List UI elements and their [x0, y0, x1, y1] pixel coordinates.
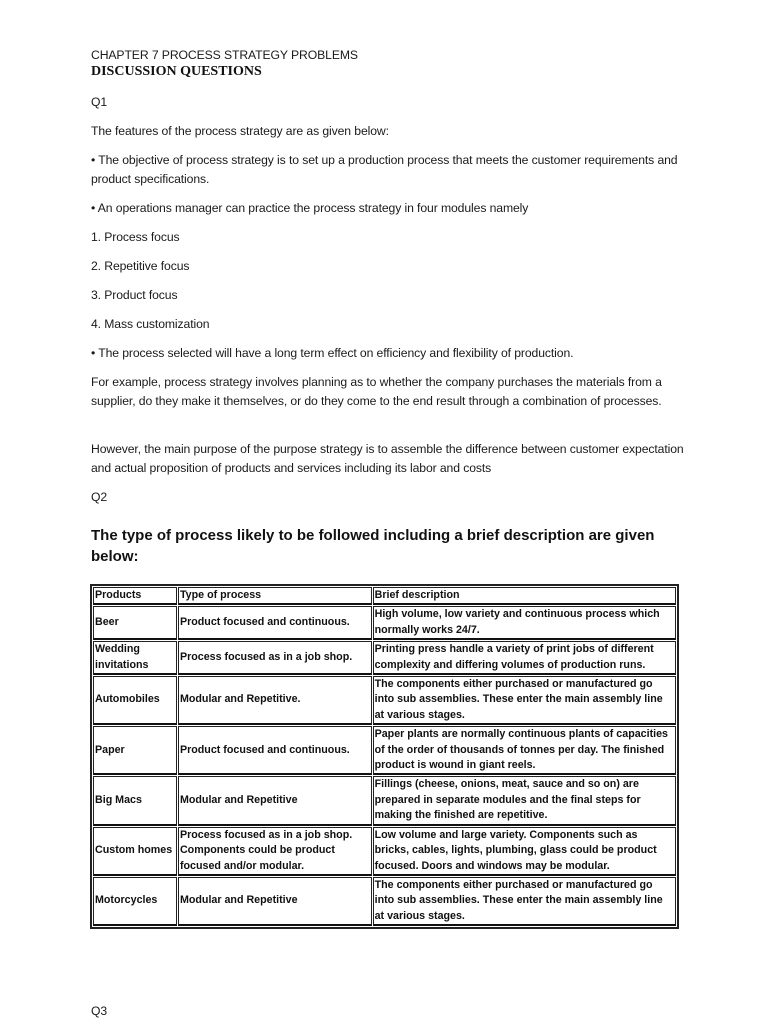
q2-title: The type of process likely to be followed including a brief description are given below:: [91, 527, 655, 565]
table-row: [93, 877, 676, 926]
q1-label: Q1: [91, 95, 108, 109]
section-heading: DISCUSSION QUESTIONS: [91, 64, 262, 79]
process-type-cell: Modular and Repetitive: [178, 776, 372, 825]
process-table: [90, 584, 679, 929]
table-row: [93, 827, 676, 876]
description-cell: The components either purchased or manufactured go into sub assemblies. These enter the main assembly line at various stages.: [373, 676, 676, 725]
module-item: 4. Mass customization: [91, 317, 210, 331]
process-type-cell: Modular and Repetitive: [178, 877, 372, 926]
table-row: [93, 726, 676, 775]
product-cell: Custom homes: [93, 827, 177, 876]
description-cell: Low volume and large variety. Components such as bricks, cables, lights, plumbing, glass could be product focused. Doors and windows may be modular.: [373, 827, 676, 876]
q3-label: Q3: [91, 1004, 108, 1018]
q1-bullet-objective: • The objective of process strategy is to set up a production process that meets the customer requirements and product specifications.: [91, 153, 678, 186]
q2-label: Q2: [91, 490, 108, 504]
description-cell: High volume, low variety and continuous process which normally works 24/7.: [373, 606, 676, 640]
table-row: [93, 676, 676, 725]
table-row: [93, 776, 676, 825]
product-cell: Paper: [93, 726, 177, 775]
product-cell: Big Macs: [93, 776, 177, 825]
table-header-row: [93, 587, 676, 605]
process-type-cell: Product focused and continuous.: [178, 726, 372, 775]
header-products: Products: [93, 587, 177, 605]
module-item: 3. Product focus: [91, 288, 178, 302]
q1-bullet-modules: • An operations manager can practice the process strategy in four modules namely: [91, 201, 529, 215]
q1-however-paragraph: However, the main purpose of the purpose strategy is to assemble the difference between customer expectation and actual proposition of products and services including its labor and costs: [91, 442, 684, 475]
description-cell: Paper plants are normally continuous plants of capacities of the order of thousands of tonnes per day. The finished product is wound in giant reels.: [373, 726, 676, 775]
header-type-of-process: Type of process: [178, 587, 372, 605]
description-cell: Printing press handle a variety of print jobs of different complexity and differing volumes of production runs.: [373, 641, 676, 675]
module-item: 1. Process focus: [91, 230, 180, 244]
process-type-cell: Process focused as in a job shop.: [178, 641, 372, 675]
product-cell: Automobiles: [93, 676, 177, 725]
product-cell: Motorcycles: [93, 877, 177, 926]
process-type-cell: Modular and Repetitive.: [178, 676, 372, 725]
table-row: [93, 641, 676, 675]
process-type-cell: Product focused and continuous.: [178, 606, 372, 640]
q1-intro: The features of the process strategy are as given below:: [91, 124, 389, 138]
q1-example-paragraph: For example, process strategy involves planning as to whether the company purchases the materials from a supplier, do they make it themselves, or do they come to the end result through a combination of processes.: [91, 375, 662, 408]
chapter-title: CHAPTER 7 PROCESS STRATEGY PROBLEMS: [91, 48, 358, 62]
description-cell: Fillings (cheese, onions, meat, sauce and so on) are prepared in separate modules and the final steps for making the finished are repetitive.: [373, 776, 676, 825]
table-row: [93, 606, 676, 640]
product-cell: Wedding invitations: [93, 641, 177, 675]
q1-bullet-effect: • The process selected will have a long term effect on efficiency and flexibility of production.: [91, 346, 574, 360]
product-cell: Beer: [93, 606, 177, 640]
module-item: 2. Repetitive focus: [91, 259, 190, 273]
process-type-cell: Process focused as in a job shop. Components could be product focused and/or modular.: [178, 827, 372, 876]
header-brief-description: Brief description: [373, 587, 676, 605]
description-cell: The components either purchased or manufactured go into sub assemblies. These enter the main assembly line at various stages.: [373, 877, 676, 926]
